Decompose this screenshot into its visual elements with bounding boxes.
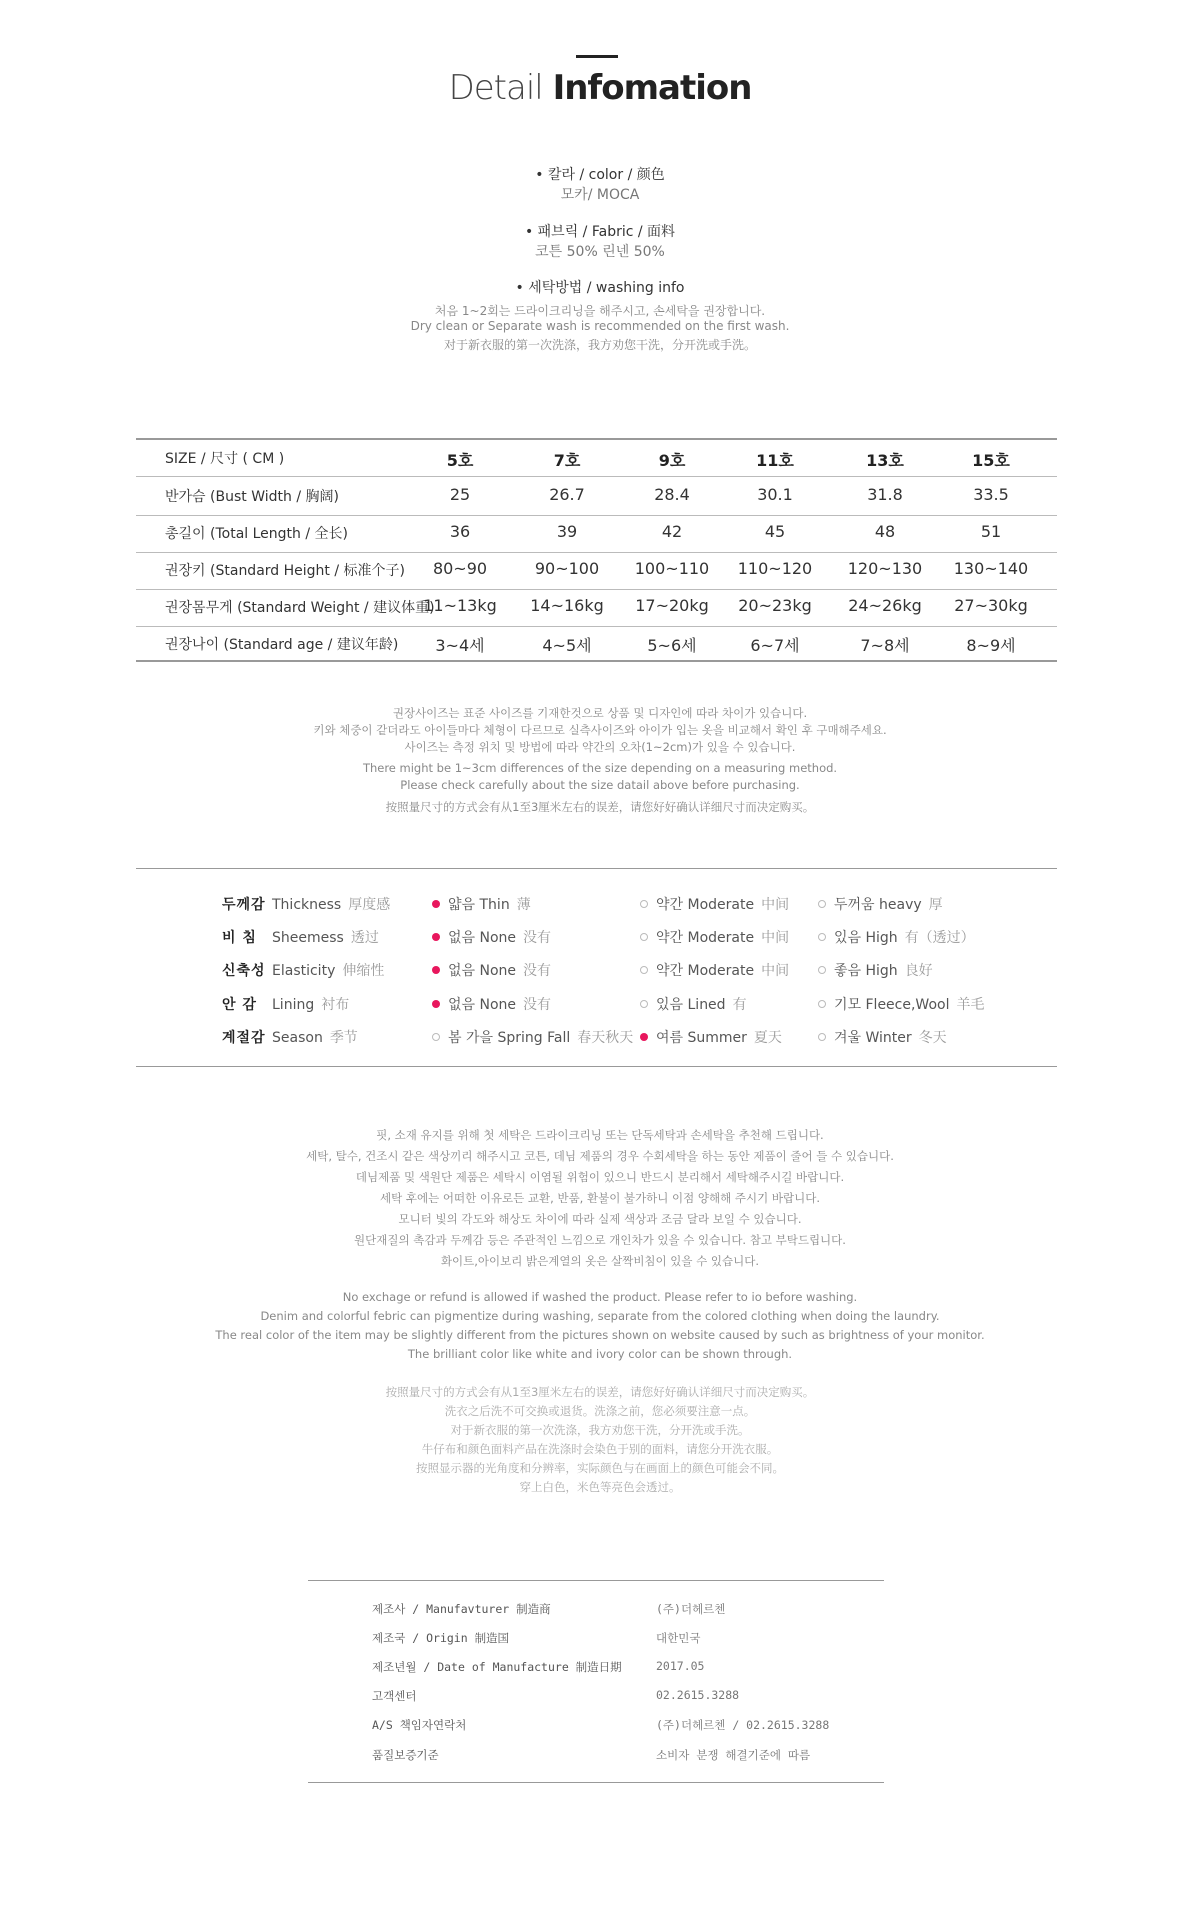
manufacturer-value: (주)더헤르첸 — [656, 1602, 726, 1616]
size-cell: 24~26kg — [848, 596, 922, 615]
size-cell: 48 — [874, 522, 896, 541]
manufacturer-top-rule — [308, 1580, 884, 1581]
care-line: 牛仔布和颜色面料产品在洗涤时会染色于别的面料，请您分开洗衣服。 — [421, 1442, 779, 1456]
care-line: 데님제품 및 색원단 제품은 세탁시 이염될 위험이 있으니 반드시 분리해서 세탁해주시길 바랍니다. — [355, 1170, 845, 1184]
option-cn: 冬天 — [918, 1030, 947, 1046]
size-row-label: 권장몸무게 (Standard Weight / 建议体重) — [165, 600, 435, 616]
size-cell: 36 — [449, 522, 471, 541]
unselected-dot-icon — [640, 1000, 648, 1008]
size-cell: 39 — [556, 522, 578, 541]
size-column-header: 5호 — [446, 451, 474, 470]
property-option — [432, 927, 551, 947]
option-text: 얇음 Thin — [448, 897, 510, 913]
unselected-dot-icon — [640, 933, 648, 941]
option-cn: 有（透过） — [904, 930, 975, 946]
size-header-label: SIZE / 尺寸 ( CM ) — [165, 451, 285, 467]
property-bottom-rule — [136, 1066, 1057, 1067]
property-cn: 厚度感 — [348, 897, 391, 913]
care-line: 穿上白色，米色等亮色会透过。 — [519, 1480, 681, 1494]
washing-line: 처음 1~2회는 드라이크리닝을 해주시고, 손세탁을 권장합니다. — [434, 304, 766, 318]
property-label: 안 감 — [222, 997, 257, 1013]
property-option — [640, 960, 789, 980]
option-cn: 羊毛 — [956, 997, 985, 1013]
property-option — [432, 960, 551, 980]
size-cell: 3~4세 — [435, 636, 485, 655]
size-column-header: 7호 — [553, 451, 581, 470]
property-option — [640, 927, 789, 947]
size-note: There might be 1~3cm differences of the size depending on a measuring method. — [362, 761, 838, 775]
property-cn: 季节 — [329, 1030, 358, 1046]
care-line: Denim and colorful febric can pigmentize during washing, separate from the colored clothing when doing the laundry. — [260, 1309, 940, 1323]
care-line: 对于新衣服的第一次洗涤，我方劝您干洗，分开洗或手洗。 — [450, 1423, 750, 1437]
option-cn: 春天秋天 — [577, 1030, 634, 1046]
property-en: Thickness — [272, 897, 342, 913]
property-option — [818, 927, 975, 947]
unselected-dot-icon — [640, 966, 648, 974]
table-rule — [136, 626, 1057, 627]
option-cn: 没有 — [523, 930, 552, 946]
size-cell: 80~90 — [432, 559, 488, 578]
selected-dot-icon — [640, 1033, 648, 1041]
manufacturer-label: 품질보증기준 — [372, 1748, 439, 1762]
size-note: 권장사이즈는 표준 사이즈를 기재한것으로 상품 및 디자인에 따라 차이가 있습니다. — [392, 706, 808, 720]
unselected-dot-icon — [818, 966, 826, 974]
property-en: Season — [272, 1030, 323, 1046]
property-cn: 伸缩性 — [342, 963, 385, 979]
washing-line: 对于新衣服的第一次洗涤，我方劝您干洗，分开洗或手洗。 — [443, 338, 756, 352]
size-note: 키와 체중이 같더라도 아이들마다 체형이 다르므로 실측사이즈와 아이가 입는 옷을 비교해서 확인 후 구매해주세요. — [313, 723, 887, 737]
size-cell: 8~9세 — [966, 636, 1016, 655]
page-title: Detail Infomation — [448, 68, 752, 108]
property-top-rule — [136, 868, 1057, 869]
color-label: • 칼라 / color / 颜色 — [535, 167, 665, 183]
fabric-value: 코튼 50% 린넨 50% — [535, 244, 665, 260]
property-option — [818, 1027, 947, 1047]
unselected-dot-icon — [640, 900, 648, 908]
property-sublabel — [272, 927, 379, 947]
option-text: 있음 High — [834, 930, 898, 946]
option-text: 약간 Moderate — [656, 963, 755, 979]
manufacturer-label: 제조년월 / Date of Manufacture 制造日期 — [372, 1660, 622, 1674]
size-note: Please check carefully about the size datail above before purchasing. — [400, 778, 800, 792]
option-text: 없음 None — [448, 963, 517, 979]
manufacturer-value: 소비자 분쟁 해결기준에 따름 — [656, 1748, 811, 1762]
option-text: 두꺼움 heavy — [834, 897, 922, 913]
size-cell: 6~7세 — [750, 636, 800, 655]
care-line: 화이트,아이보리 밝은계열의 옷은 살짝비침이 있을 수 있습니다. — [440, 1254, 760, 1268]
property-option — [640, 994, 747, 1014]
option-cn: 没有 — [523, 963, 552, 979]
property-option — [818, 894, 943, 914]
property-option — [432, 1027, 633, 1047]
unselected-dot-icon — [432, 1033, 440, 1041]
property-option — [432, 894, 531, 914]
care-line: 원단재질의 촉감과 두께감 등은 주관적인 느낌으로 개인차가 있을 수 있습니다. 참고 부탁드립니다. — [354, 1233, 846, 1247]
care-line: The real color of the item may be slightly different from the pictures shown on website caused by such as brightness of your monitor. — [215, 1328, 985, 1342]
size-cell: 26.7 — [549, 485, 585, 504]
size-cell: 25 — [449, 485, 471, 504]
care-line: 세탁 후에는 어떠한 이유로든 교환, 반품, 환불이 불가하니 이점 양해해 주시기 바랍니다. — [380, 1191, 820, 1205]
property-sublabel — [272, 1027, 358, 1047]
size-cell: 14~16kg — [530, 596, 604, 615]
option-text: 좋음 High — [834, 963, 898, 979]
manufacturer-value: (주)더헤르첸 / 02.2615.3288 — [656, 1718, 830, 1732]
option-text: 기모 Fleece,Wool — [834, 997, 950, 1013]
option-cn: 中间 — [761, 930, 790, 946]
option-text: 약간 Moderate — [656, 897, 755, 913]
size-cell: 120~130 — [847, 559, 923, 578]
fabric-label: • 패브릭 / Fabric / 面料 — [524, 224, 676, 240]
color-value: 모카/ MOCA — [560, 187, 640, 203]
property-label: 비 침 — [222, 930, 257, 946]
size-cell: 17~20kg — [635, 596, 709, 615]
property-label: 신축성 — [222, 963, 266, 979]
property-option — [640, 1027, 782, 1047]
option-cn: 有 — [732, 997, 747, 1013]
property-cn: 衬布 — [321, 997, 350, 1013]
property-cn: 透过 — [350, 930, 379, 946]
care-line: 핏, 소재 유지를 위해 첫 세탁은 드라이크리닝 또는 단독세탁과 손세탁을 추천해 드립니다. — [376, 1128, 824, 1142]
table-rule — [136, 552, 1057, 553]
option-text: 봄 가을 Spring Fall — [448, 1030, 571, 1046]
size-cell: 31.8 — [867, 485, 903, 504]
washing-line: Dry clean or Separate wash is recommended on the first wash. — [410, 319, 790, 333]
size-cell: 4~5세 — [542, 636, 592, 655]
size-column-header: 11호 — [756, 451, 794, 470]
care-line: 모니터 빛의 각도와 해상도 차이에 따라 실제 색상과 조금 달라 보일 수 있습니다. — [398, 1212, 802, 1226]
property-sublabel — [272, 894, 390, 914]
option-cn: 良好 — [904, 963, 933, 979]
property-sublabel — [272, 960, 384, 980]
size-column-header: 15호 — [972, 451, 1010, 470]
size-cell: 90~100 — [534, 559, 600, 578]
size-cell: 7~8세 — [860, 636, 910, 655]
unselected-dot-icon — [818, 933, 826, 941]
washing-label: • 세탁방법 / washing info — [515, 280, 685, 296]
property-sublabel — [272, 994, 349, 1014]
size-row-label: 권장키 (Standard Height / 标准个子) — [165, 563, 405, 579]
size-cell: 30.1 — [757, 485, 793, 504]
option-text: 없음 None — [448, 997, 517, 1013]
table-top-rule — [136, 438, 1057, 440]
selected-dot-icon — [432, 900, 440, 908]
manufacturer-label: 제조국 / Origin 制造国 — [372, 1631, 510, 1645]
option-cn: 薄 — [516, 897, 531, 913]
size-row-label: 권장나이 (Standard age / 建议年龄) — [165, 637, 399, 653]
property-en: Sheemess — [272, 930, 344, 946]
size-cell: 20~23kg — [738, 596, 812, 615]
option-cn: 中间 — [761, 897, 790, 913]
size-cell: 51 — [980, 522, 1002, 541]
size-column-header: 9호 — [658, 451, 686, 470]
size-cell: 110~120 — [737, 559, 813, 578]
manufacturer-value: 대한민국 — [656, 1631, 701, 1645]
property-en: Elasticity — [272, 963, 336, 979]
table-rule — [136, 515, 1057, 516]
option-cn: 夏天 — [753, 1030, 782, 1046]
size-cell: 28.4 — [654, 485, 690, 504]
table-bottom-rule — [136, 660, 1057, 662]
size-cell: 11~13kg — [423, 596, 497, 615]
manufacturer-bottom-rule — [308, 1782, 884, 1783]
property-en: Lining — [272, 997, 315, 1013]
care-line: 세탁, 탈수, 건조시 같은 색상끼리 해주시고 코튼, 데님 제품의 경우 수회세탁을 하는 동안 제품이 줄어 들 수 있습니다. — [306, 1149, 894, 1163]
size-row-label: 반가슴 (Bust Width / 胸阔) — [165, 489, 339, 505]
table-rule — [136, 476, 1057, 477]
option-text: 겨울 Winter — [834, 1030, 912, 1046]
care-line: No exchage or refund is allowed if washed the product. Please refer to io before washing. — [342, 1290, 858, 1304]
title-accent-bar — [576, 55, 618, 58]
selected-dot-icon — [432, 1000, 440, 1008]
manufacturer-label: 고객센터 — [372, 1689, 417, 1703]
table-rule — [136, 589, 1057, 590]
care-line: 按照量尺寸的方式会有从1至3厘米左右的误差，请您好好确认详细尺寸而决定购买。 — [385, 1385, 815, 1399]
size-note: 按照量尺寸的方式会有从1至3厘米左右的误差，请您好好确认详细尺寸而决定购买。 — [385, 800, 815, 814]
option-text: 여름 Summer — [656, 1030, 747, 1046]
size-cell: 5~6세 — [647, 636, 697, 655]
option-cn: 中间 — [761, 963, 790, 979]
care-line: 洗衣之后洗不可交换或退货。洗涤之前，您必须要注意一点。 — [444, 1404, 756, 1418]
size-cell: 33.5 — [973, 485, 1009, 504]
manufacturer-label: A/S 책임자연락처 — [372, 1718, 467, 1732]
size-cell: 130~140 — [953, 559, 1029, 578]
unselected-dot-icon — [818, 1033, 826, 1041]
property-label: 계절감 — [222, 1030, 266, 1046]
care-line: 按照显示器的光角度和分辨率，实际颜色与在画面上的颜色可能会不同。 — [416, 1461, 784, 1475]
selected-dot-icon — [432, 933, 440, 941]
property-option — [432, 994, 551, 1014]
manufacturer-value: 2017.05 — [656, 1659, 705, 1673]
selected-dot-icon — [432, 966, 440, 974]
care-line: The brilliant color like white and ivory color can be shown through. — [407, 1347, 793, 1361]
manufacturer-value: 02.2615.3288 — [656, 1688, 740, 1702]
property-option — [640, 894, 789, 914]
property-option — [818, 994, 984, 1014]
size-cell: 100~110 — [634, 559, 710, 578]
size-row-label: 총길이 (Total Length / 全长) — [165, 526, 348, 542]
unselected-dot-icon — [818, 1000, 826, 1008]
option-text: 있음 Lined — [656, 997, 726, 1013]
size-cell: 27~30kg — [954, 596, 1028, 615]
size-column-header: 13호 — [866, 451, 904, 470]
option-cn: 没有 — [523, 997, 552, 1013]
option-text: 없음 None — [448, 930, 517, 946]
property-option — [818, 960, 933, 980]
option-cn: 厚 — [928, 897, 943, 913]
manufacturer-label: 제조사 / Manufavturer 制造商 — [372, 1602, 551, 1616]
property-label: 두께감 — [222, 897, 266, 913]
size-note: 사이즈는 측정 위치 및 방법에 따라 약간의 오차(1~2cm)가 있을 수 있습니다. — [404, 740, 796, 754]
size-cell: 45 — [764, 522, 786, 541]
size-cell: 42 — [661, 522, 683, 541]
option-text: 약간 Moderate — [656, 930, 755, 946]
unselected-dot-icon — [818, 900, 826, 908]
